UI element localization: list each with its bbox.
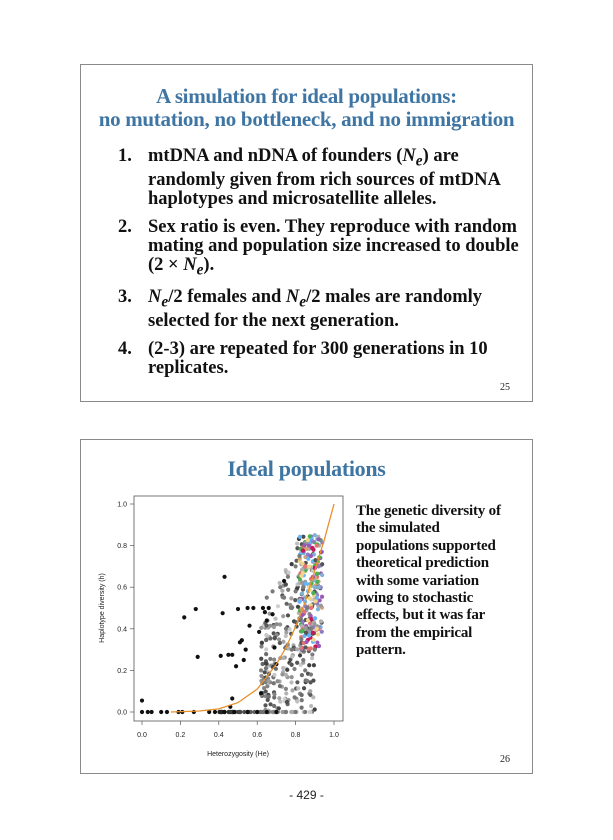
data-point [311,678,315,682]
data-point [311,539,315,543]
data-point [296,686,300,690]
data-point [304,640,308,644]
item-text: mtDNA and nDNA of founders ( [148,146,403,166]
data-point [272,673,276,677]
data-point [313,648,317,652]
item-symbol: N [402,146,416,166]
data-point [264,638,268,642]
x-tick-label: 0.4 [213,732,224,739]
x-tick-label: 0.2 [175,732,186,739]
data-point [272,704,276,708]
title-line-2: no mutation, no bottleneck, and no immigration [98,107,515,131]
data-point [246,606,250,610]
data-point [284,582,288,586]
data-point [290,562,294,566]
item-symbol: N [183,254,197,275]
data-point [264,652,268,656]
data-point [294,589,298,593]
slide-number: 26 [500,754,510,765]
data-point [300,591,304,595]
data-point [289,680,293,684]
data-point [282,596,286,600]
list-item [118,340,528,378]
data-point [313,533,317,537]
data-point [259,657,263,661]
data-point [319,619,323,623]
data-point [297,554,301,558]
data-point [315,640,319,644]
item-text: /2 females and [168,287,286,308]
data-point [238,710,242,714]
data-point [285,668,289,672]
data-point [309,704,313,708]
data-point [315,544,319,548]
data-point [290,688,294,692]
data-point [294,564,298,568]
data-point [264,666,268,670]
data-point [255,710,259,714]
slide-26 [80,439,533,774]
data-point [159,710,163,714]
data-point [259,691,263,695]
page-number: - 429 - [289,788,324,802]
data-point [315,627,319,631]
data-point [272,645,276,649]
data-point [236,607,240,611]
data-point [303,668,307,672]
data-point [230,696,234,700]
data-point [301,658,305,662]
data-point [309,606,313,610]
data-point [304,630,308,634]
data-point [309,554,313,558]
data-point [268,657,272,661]
y-tick-label: 0.6 [117,584,127,592]
data-point [313,585,317,589]
data-point [297,600,301,604]
data-point [315,572,319,576]
data-point [219,654,223,658]
data-point [320,630,324,634]
data-point [303,564,307,568]
data-point [302,543,306,547]
data-point [264,661,268,665]
data-point [265,596,269,600]
item-text: ) are randomly given from rich sources of mtDNA haplotypes and microsatellite alleles. [148,146,500,209]
data-point [277,706,281,710]
data-point [196,655,200,659]
data-point [317,585,321,589]
data-point [284,627,288,631]
item-subscript: e [196,261,204,279]
data-point [296,605,300,609]
simulation-steps-list [118,147,528,387]
data-point [302,686,306,690]
data-point [313,599,317,603]
data-point [301,548,305,552]
data-point [165,710,169,714]
data-point [285,700,289,704]
data-point [222,575,226,579]
data-point [300,706,304,710]
data-point [300,698,304,702]
data-point [288,627,292,631]
data-point [284,710,288,714]
data-point [278,581,282,585]
data-point [284,673,288,677]
item-symbol: N [285,287,300,308]
data-point [270,589,274,593]
data-point [293,598,297,602]
data-point [182,615,186,619]
data-point [287,570,291,574]
data-point [284,691,288,695]
data-point [263,610,267,614]
slide-title: Ideal populations [227,456,386,481]
data-point [251,606,255,610]
data-point [273,636,277,640]
data-point [277,637,281,641]
data-point [311,591,315,595]
data-point [301,585,305,589]
data-point [282,579,286,583]
data-point [317,537,321,541]
data-point [194,607,198,611]
data-point [298,653,302,657]
data-point [274,710,278,714]
data-point [222,710,226,714]
data-point [308,689,312,693]
list-item [118,147,528,209]
data-point [307,633,311,637]
data-point [260,641,264,645]
data-point [295,541,299,545]
item-subscript: e [299,294,307,312]
data-point [290,654,294,658]
data-point [298,535,302,539]
data-point [260,710,264,714]
data-point [150,710,154,714]
data-point [273,617,277,621]
data-point [320,595,324,599]
item-number: 3. [118,287,132,308]
data-point [303,645,307,649]
data-point [295,699,299,703]
data-point [257,630,261,634]
data-point [284,634,288,638]
data-point [307,544,311,548]
data-point [246,710,250,714]
data-point [259,668,263,672]
data-point [289,710,293,714]
data-point [267,606,271,610]
data-point [264,647,268,651]
data-point [316,607,320,611]
data-point [308,534,312,538]
data-point [272,681,276,685]
data-point [289,596,293,600]
data-point [308,710,312,714]
data-point [268,702,272,706]
data-point [265,684,269,688]
data-point [263,670,267,674]
item-symbol: N [148,287,162,308]
data-point [277,696,281,700]
data-point [266,679,270,683]
data-point [240,638,244,642]
data-point [278,585,282,589]
data-point [290,606,294,610]
data-point [307,596,311,600]
data-point [259,674,263,678]
data-point [309,672,313,676]
data-point [310,656,314,660]
y-axis-label: Haplotype diversity (h) [99,573,106,643]
data-point [266,698,270,702]
data-point [268,636,272,640]
data-point [306,538,310,542]
data-point [284,687,288,691]
data-point [242,658,246,662]
data-point [303,710,307,714]
slide-25 [80,64,533,402]
data-point [247,624,251,628]
data-point [140,698,144,702]
item-text: (2-3) are repeated for 300 generations in 10 replicates. [148,339,488,379]
data-point [264,633,268,637]
data-point [140,710,144,714]
item-text: Sex ratio is even. They reproduce with random mating and population size increased to double (2 × [148,216,519,275]
data-point [284,630,288,634]
data-point [286,588,290,592]
list-item [118,288,528,331]
data-point [319,604,323,608]
data-point [263,703,267,707]
data-point [261,606,265,610]
data-point [292,695,296,699]
data-point [272,658,276,662]
data-point [230,653,234,657]
data-point [285,602,289,606]
data-point [300,693,304,697]
data-point [232,710,236,714]
data-point [278,684,282,688]
item-text: /2 males are randomly selected for the next generation. [148,287,483,332]
data-point [311,548,315,552]
data-point [307,564,311,568]
data-point [312,663,316,667]
data-point [270,612,274,616]
data-point [290,648,294,652]
data-point [307,663,311,667]
list-item [118,218,528,280]
data-point [299,574,303,578]
data-point [300,581,304,585]
y-tick-label: 1.0 [117,501,127,509]
item-number: 4. [118,339,132,360]
data-point [316,632,320,636]
data-point [286,575,290,579]
y-tick-label: 0.8 [117,543,127,551]
data-point [265,618,269,622]
data-point [305,679,309,683]
data-point [310,652,314,656]
data-point [280,589,284,593]
item-number: 1. [118,146,132,166]
data-point [292,667,296,671]
data-point [295,661,299,665]
data-point [280,672,284,676]
item-text: ). [203,254,215,275]
x-tick-label: 0.0 [137,732,147,739]
data-point [294,710,298,714]
data-point [309,627,313,631]
data-point [259,626,263,630]
data-point [264,623,268,627]
slide-number: 25 [500,382,510,393]
x-axis-label: Heterozygosity (He) [207,751,269,758]
y-tick-label: 0.4 [117,626,127,634]
data-point [312,638,316,642]
data-point [311,695,315,699]
data-point [276,604,280,608]
x-tick-label: 1.0 [329,732,339,739]
item-number: 2. [118,216,132,237]
data-point [278,641,282,645]
slide-title [81,85,532,131]
data-point [320,573,324,577]
data-point [311,631,315,635]
title-line-1: A simulation for ideal populations: [156,84,457,108]
data-point [295,680,299,684]
data-point [315,596,319,600]
data-point [290,675,294,679]
data-point [313,616,317,620]
data-point [221,611,225,615]
data-point [146,710,150,714]
item-subscript: e [415,152,423,170]
data-point [272,692,276,696]
data-point [305,606,309,610]
data-point [213,710,217,714]
side-description: The genetic diversity of the simulated populations supported theoretical prediction with some variation owing to stochastic effects, but it was far from the empirical pattern. [356,503,501,659]
x-tick-label: 0.8 [290,732,301,739]
y-tick-label: 0.0 [117,709,127,717]
data-point [226,653,230,657]
data-point [281,614,285,618]
data-point [286,613,290,617]
y-tick-label: 0.2 [117,667,127,675]
data-point [303,610,307,614]
data-point [265,710,269,714]
data-point [299,637,303,641]
x-tick-label: 0.6 [252,732,263,739]
item-subscript: e [161,294,169,312]
data-point [320,562,324,566]
data-point [290,663,294,667]
data-point [244,648,248,652]
data-point [300,673,304,677]
data-point [295,647,299,651]
data-point [275,622,279,626]
data-point [234,664,238,668]
